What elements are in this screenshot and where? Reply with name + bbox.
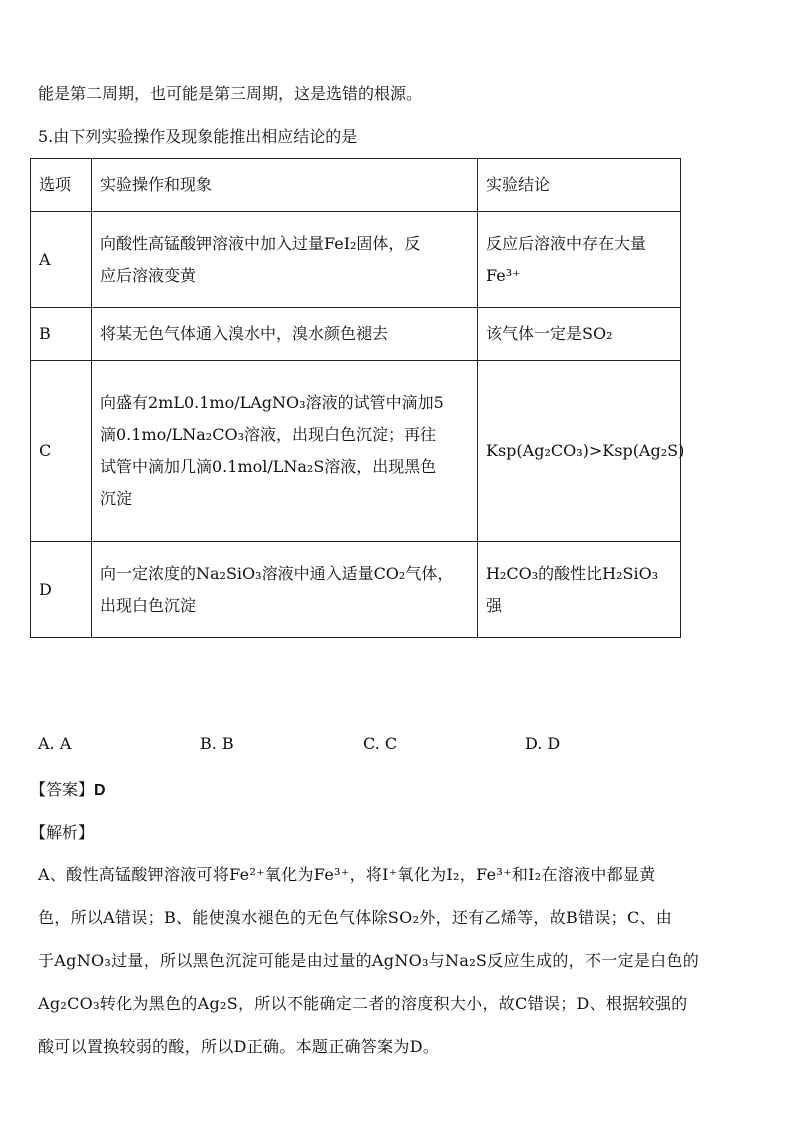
choice-b[interactable]: B. B [200, 734, 234, 753]
choice-d[interactable]: D. D [525, 734, 561, 753]
operation-line: 出现白色沉淀 [100, 595, 197, 615]
row-operation [92, 212, 478, 308]
header-operation: 实验操作和现象 [92, 159, 478, 212]
header-conclusion: 实验结论 [478, 159, 681, 212]
row-conclusion [478, 361, 685, 542]
experiment-table [30, 158, 685, 638]
conclusion-line: H₂CO₃的酸性比H₂SiO₃强 [486, 563, 659, 615]
operation-line: 将某无色气体通入溴水中，溴水颜色褪去 [100, 324, 389, 343]
analysis-line: 于AgNO₃过量，所以黑色沉淀可能是由过量的AgNO₃与Na₂S反应生成的，不一定是白色的 [38, 951, 700, 970]
row-conclusion [478, 308, 681, 361]
answer-line [30, 777, 106, 800]
operation-line: 沉淀 [100, 489, 133, 508]
operation-line: 向一定浓度的Na₂SiO₃溶液中通入适量CO₂气体， [100, 563, 454, 583]
answer-choices [38, 734, 658, 754]
row-conclusion [478, 212, 681, 308]
header-option: 选项 [31, 159, 92, 212]
row-operation [92, 542, 478, 638]
choice-c[interactable]: C. C [363, 734, 398, 753]
analysis-line: Ag₂CO₃转化为黑色的Ag₂S，所以不能确定二者的溶度积大小，故C错误；D、根据较强的 [38, 994, 688, 1013]
row-option: D [31, 542, 92, 638]
choice-a[interactable]: A. A [38, 734, 72, 753]
operation-line: 向盛有2mL0.1mo/LAgNO₃溶液的试管中滴加5 [100, 393, 444, 412]
analysis-label: 【解析】 [30, 823, 95, 842]
operation-line: 向酸性高锰酸钾溶液中加入过量FeI₂固体，反 [100, 233, 421, 253]
row-operation [92, 308, 478, 361]
answer-label: 【答案】 [30, 780, 95, 799]
row-operation [92, 361, 478, 542]
table-row [31, 361, 681, 542]
analysis-line: 酸可以置换较弱的酸，所以D正确。本题正确答案为D。 [38, 1037, 440, 1056]
intro-text: 能是第二周期，也可能是第三周期，这是选错的根源。 [38, 84, 423, 103]
table-row [31, 212, 681, 308]
question-title: 5.由下列实验操作及现象能推出相应结论的是 [38, 127, 358, 146]
row-option: B [31, 308, 92, 361]
row-conclusion [478, 542, 681, 638]
analysis-line: A、酸性高锰酸钾溶液可将Fe²⁺氧化为Fe³⁺，将I⁺氧化为I₂，Fe³⁺和I₂在溶液中都显黄 [38, 865, 656, 884]
operation-line: 滴0.1mo/LNa₂CO₃溶液，出现白色沉淀；再往 [100, 425, 436, 444]
conclusion-line: Ksp(Ag₂CO₃)>Ksp(Ag₂S) [486, 441, 685, 460]
conclusion-line: Fe³⁺ [486, 265, 521, 285]
row-option: A [31, 212, 92, 308]
table-header-row [31, 159, 681, 212]
answer-value: D [94, 782, 106, 799]
table-row [31, 308, 681, 361]
table-row [31, 542, 681, 638]
conclusion-line: 反应后溶液中存在大量 [486, 233, 647, 253]
row-option: C [31, 361, 92, 542]
operation-line: 试管中滴加几滴0.1mol/LNa₂S溶液，出现黑色 [100, 457, 437, 476]
conclusion-line: 该气体一定是SO₂ [486, 324, 613, 343]
analysis-line: 色，所以A错误；B、能使溴水褪色的无色气体除SO₂外，还有乙烯等，故B错误；C、由 [38, 908, 673, 927]
operation-line: 应后溶液变黄 [100, 265, 197, 285]
